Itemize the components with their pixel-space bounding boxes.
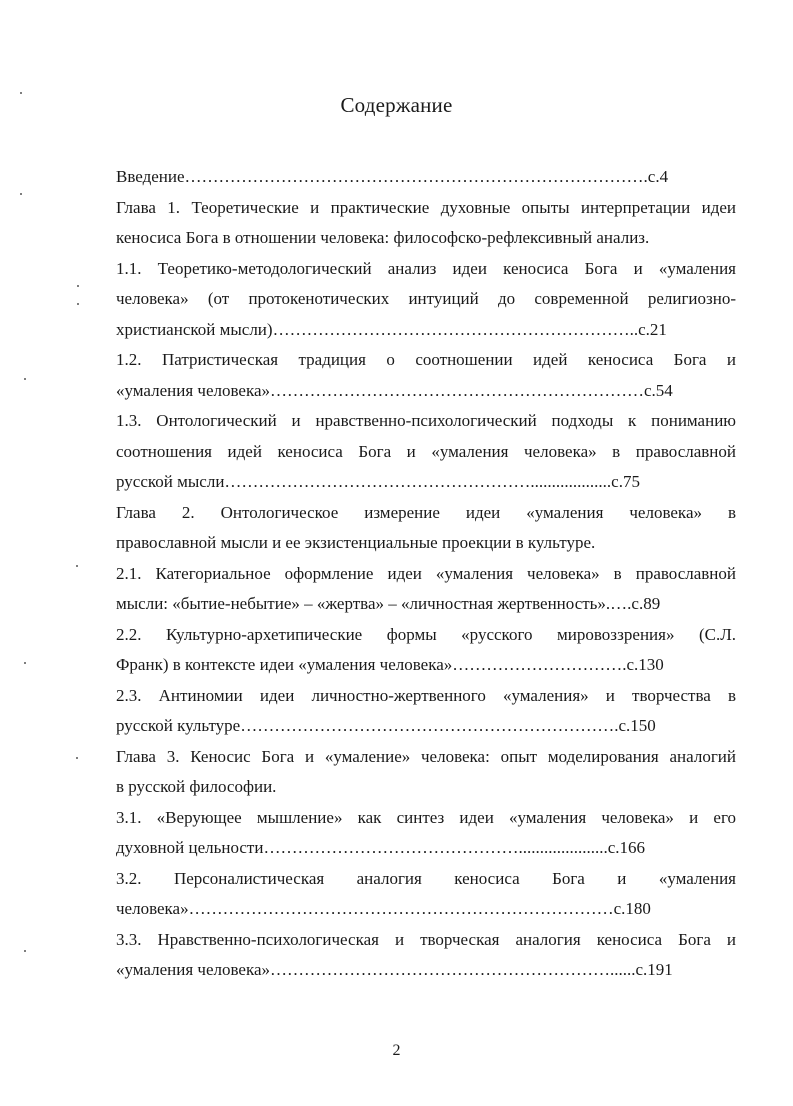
toc-line: 1.3. Онтологический и нравственно-психологический подходы к пониманию — [116, 411, 736, 430]
toc-entry-1-3 — [116, 406, 736, 498]
toc-line: 3.3. Нравственно-психологическая и творческая аналогия кеносиса Бога и — [116, 929, 736, 949]
toc-line: христианской мысли)………………………………………………………..с.21 — [116, 319, 667, 339]
toc-line: 3.1. «Верующее мышление» как синтез идеи «умаления человека» и его — [116, 807, 736, 827]
toc-entry-3-2 — [116, 864, 736, 925]
toc-line: Франк) в контексте идеи «умаления человека»………………………….с.130 — [116, 655, 664, 674]
toc-entry-2-2 — [116, 620, 736, 681]
scan-speck — [76, 757, 78, 759]
scan-speck — [77, 303, 79, 305]
toc-entry-chapter-3 — [116, 742, 736, 803]
toc-line: человека»…………………………………………………………………с.180 — [116, 899, 651, 918]
scan-speck — [77, 285, 79, 287]
toc-entry-2-3 — [116, 681, 736, 742]
toc-entry-intro — [116, 162, 736, 193]
toc-line: мысли: «бытие-небытие» – «жертва» – «личностная жертвенность».….с.89 — [116, 594, 661, 613]
scan-speck — [76, 565, 78, 567]
toc-line: соотношения идей кеносиса Бога и «умаления человека» в православной — [116, 441, 736, 461]
toc-line: русской мысли………………………………………………...................с.75 — [116, 472, 640, 491]
toc-line: Глава 3. Кеносис Бога и «умаление» человека: опыт моделирования аналогий — [116, 746, 736, 766]
toc-line: человека» (от протокенотических интуиций до современной религиозно- — [116, 289, 736, 308]
page-number: 2 — [392, 1042, 401, 1059]
toc-line: в русской философии. — [116, 777, 277, 796]
table-of-contents — [116, 162, 736, 986]
toc-entry-2-1 — [116, 559, 736, 620]
scan-speck — [20, 193, 22, 195]
scan-speck — [24, 950, 26, 952]
toc-line: 2.2. Культурно-архетипические формы «русского мировоззрения» (С.Л. — [116, 624, 736, 644]
toc-entry-chapter-2 — [116, 498, 736, 559]
toc-line: 2.1. Категориальное оформление идеи «умаления человека» в православной — [116, 563, 736, 583]
toc-entry-3-3 — [116, 925, 736, 986]
toc-line: 1.1. Теоретико-методологический анализ идеи кеносиса Бога и «умаления — [116, 258, 736, 278]
toc-entry-1-1 — [116, 254, 736, 346]
toc-entry-chapter-1 — [116, 193, 736, 254]
toc-line: православной мысли и ее экзистенциальные проекции в культуре. — [116, 533, 596, 552]
toc-entry-3-1 — [116, 803, 736, 864]
scan-speck — [20, 92, 22, 94]
toc-line: Глава 1. Теоретические и практические духовные опыты интерпретации идеи — [116, 197, 736, 217]
page-title: Содержание — [340, 93, 453, 117]
toc-line: «умаления человека»…………………………………………………………с.54 — [116, 380, 673, 400]
toc-line: Глава 2. Онтологическое измерение идеи «умаления человека» в — [116, 502, 736, 522]
scan-speck — [24, 378, 26, 380]
toc-line: 2.3. Антиномии идеи личностно-жертвенного «умаления» и творчества в — [116, 685, 736, 705]
toc-line: 1.2. Патристическая традиция о соотношении идей кеносиса Бога и — [116, 350, 736, 369]
toc-entry-1-2 — [116, 345, 736, 406]
toc-line: русской культуре………………………………………………………….с.150 — [116, 716, 656, 735]
toc-line: Введение……………………………………………………………………….с.4 — [116, 167, 669, 186]
toc-line: «умаления человека»……………………………………………………......с.191 — [116, 960, 673, 979]
toc-line: кеносиса Бога в отношении человека: философско-рефлексивный анализ. — [116, 228, 650, 247]
toc-line: духовной цельности……………………………………….....................с.166 — [116, 838, 645, 857]
toc-line: 3.2. Персоналистическая аналогия кеносиса Бога и «умаления — [116, 868, 736, 888]
scan-speck — [24, 662, 26, 664]
